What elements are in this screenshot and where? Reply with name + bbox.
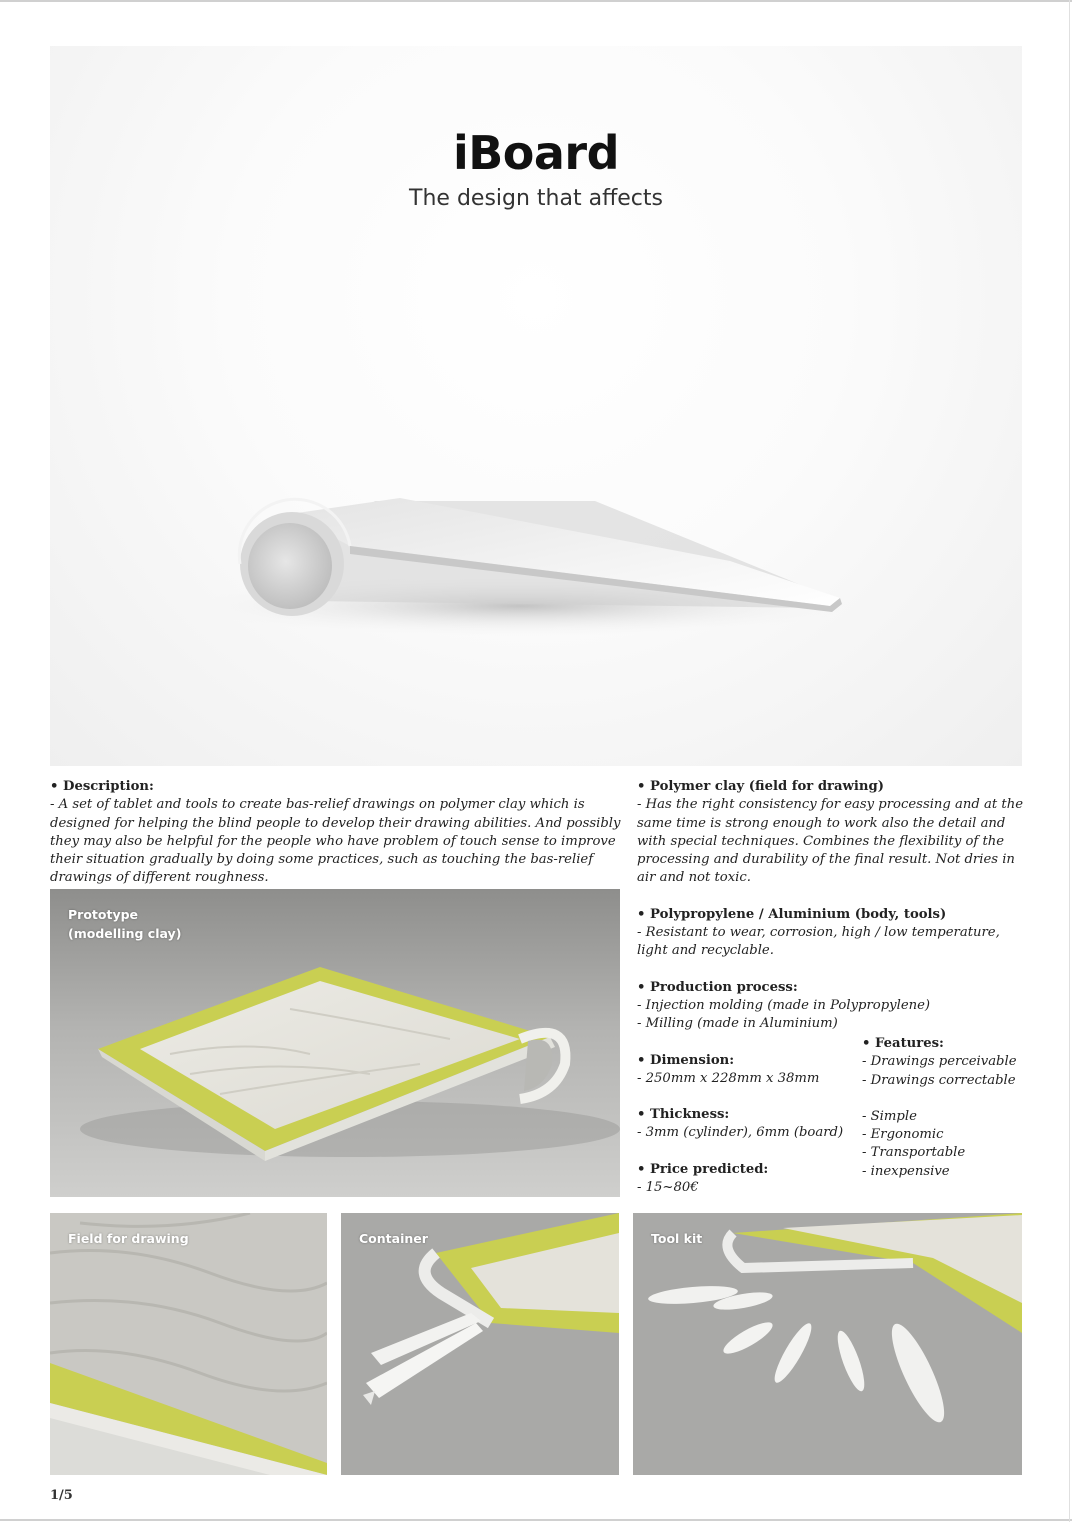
dimension-block xyxy=(637,1052,857,1089)
polypropylene-body: - Resistant to wear, corrosion, high / low temperature, light and recyclable. xyxy=(637,925,1000,959)
production-line: - Milling (made in Aluminium) xyxy=(637,1016,838,1032)
production-heading: • Production process: xyxy=(637,979,798,995)
prototype-photo xyxy=(50,889,620,1197)
description-section xyxy=(50,778,625,888)
description-heading: • Description: xyxy=(50,779,154,794)
production-block xyxy=(637,979,1027,1034)
feature-item: - Simple xyxy=(862,1108,917,1124)
page-number: 1/5 xyxy=(50,1488,73,1503)
toolkit-caption: Tool kit xyxy=(651,1231,703,1246)
feature-item: - Drawings correctable xyxy=(862,1072,1016,1088)
polymer-heading: • Polymer clay (field for drawing) xyxy=(637,779,884,794)
field-photo xyxy=(50,1213,327,1475)
dimension-value: - 250mm x 228mm x 38mm xyxy=(637,1070,820,1086)
price-value: - 15~80€ xyxy=(637,1180,699,1196)
page-bottom-border xyxy=(0,1519,1072,1521)
description-body: - A set of tablet and tools to create bas-relief drawings on polymer clay which is designed for helping the blind people to develop their drawing abilities. And possibly they may also be helpful for the people who have problem of touch sense to improve their situation gradually by doing some practices, such as touching the bas-relief drawings of different roughness. xyxy=(50,797,621,886)
field-caption: Field for drawing xyxy=(68,1231,189,1246)
thickness-block xyxy=(637,1106,857,1143)
price-block xyxy=(637,1161,857,1198)
feature-item: - inexpensive xyxy=(862,1163,950,1179)
hero-image xyxy=(50,46,1022,766)
page-subtitle: The design that affects xyxy=(409,186,663,211)
feature-item: - Transportable xyxy=(862,1145,966,1161)
price-heading: • Price predicted: xyxy=(637,1161,769,1177)
feature-item: - Ergonomic xyxy=(862,1127,944,1143)
features-block xyxy=(862,1035,1032,1181)
toolkit-image xyxy=(633,1213,1022,1475)
polypropylene-block xyxy=(637,906,1027,961)
toolkit-photo xyxy=(633,1213,1022,1475)
feature-item: - Drawings perceivable xyxy=(862,1054,1017,1070)
container-photo xyxy=(341,1213,619,1475)
polymer-clay-block xyxy=(637,778,1027,888)
container-caption: Container xyxy=(359,1231,428,1246)
field-image xyxy=(50,1213,327,1475)
polymer-body: - Has the right consistency for easy processing and at the same time is strong enough to work also the detail and with special techniques. Combines the flexibility of the processing and durability of the final result. Not dries in air and not toxic. xyxy=(637,797,1023,886)
page-top-border xyxy=(0,0,1072,2)
polypropylene-heading: • Polypropylene / Aluminium (body, tools) xyxy=(637,906,947,922)
features-heading: • Features: xyxy=(862,1036,944,1051)
container-image xyxy=(341,1213,619,1475)
page-title: iBoard xyxy=(452,126,620,180)
dimension-heading: • Dimension: xyxy=(637,1052,735,1068)
thickness-heading: • Thickness: xyxy=(637,1107,730,1123)
prototype-caption: Prototype (modelling clay) xyxy=(68,907,182,941)
production-line: - Injection molding (made in Polypropylene) xyxy=(637,997,931,1013)
thickness-value: - 3mm (cylinder), 6mm (board) xyxy=(637,1125,844,1141)
page-right-border xyxy=(1069,0,1070,1522)
